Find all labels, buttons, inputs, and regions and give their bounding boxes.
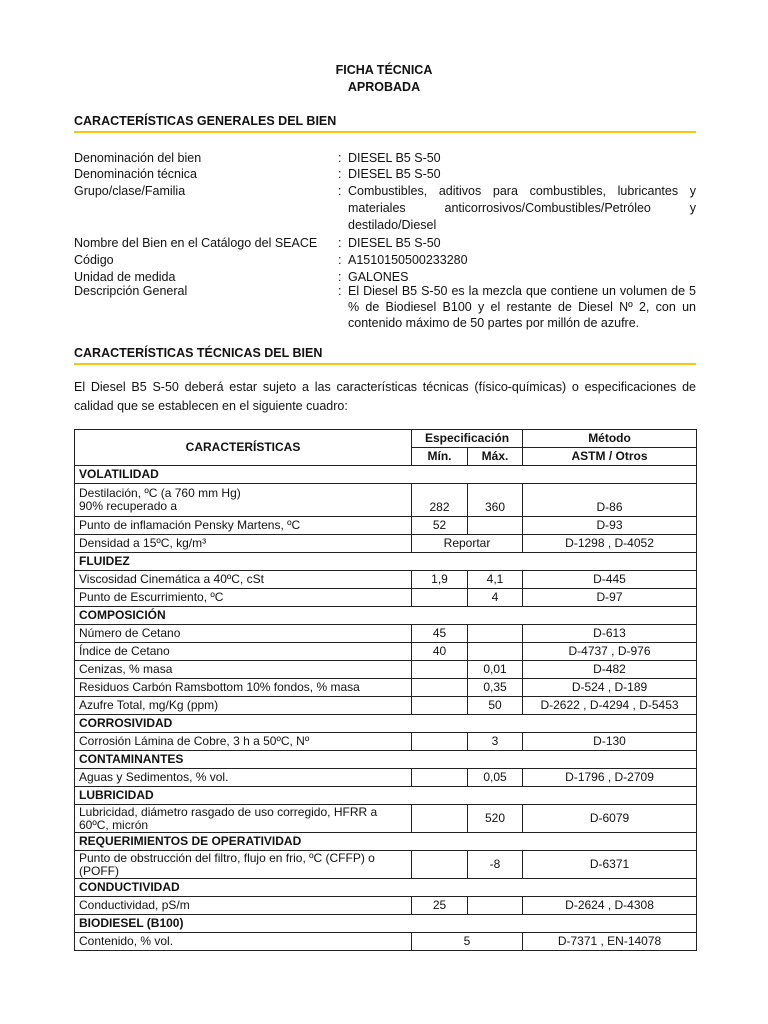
section-row-biodiesel: BIODIESEL (B100) [75,915,697,933]
cell-method: D-482 [523,661,697,679]
section-row-corrosividad: CORROSIVIDAD [75,715,697,733]
cell-min [412,661,468,679]
cell-min: 25 [412,897,468,915]
field-value: DIESEL B5 S-50 [348,151,441,165]
row-label: Contenido, % vol. [75,933,412,951]
cell-method: D-1796 , D-2709 [523,769,697,787]
cell-method: D-524 , D-189 [523,679,697,697]
field-colon: : [338,270,342,284]
row-label: Punto de inflamación Pensky Martens, ºC [75,517,412,535]
field-colon: : [338,184,342,198]
cell-method: D-7371 , EN-14078 [523,933,697,951]
cell-min: 52 [412,517,468,535]
section-heading-general: CARACTERÍSTICAS GENERALES DEL BIEN [74,114,696,133]
document-title: FICHA TÉCNICA [335,63,433,77]
header-min: Mín. [412,448,468,466]
cell-min [412,679,468,697]
cell-method: D-97 [523,589,697,607]
header-method: Método [523,430,697,448]
cell-method: D-130 [523,733,697,751]
cell-max: 50 [468,697,523,715]
cell-max: 0,05 [468,769,523,787]
row-label: Aguas y Sedimentos, % vol. [75,769,412,787]
row-label: Cenizas, % masa [75,661,412,679]
field-label: Unidad de medida [74,270,176,284]
field-label: Grupo/clase/Familia [74,184,186,198]
section-row-composicion: COMPOSICIÓN [75,607,697,625]
section-row-operatividad: REQUERIMIENTOS DE OPERATIVIDAD [75,833,697,851]
cell-spec: 5 [412,933,523,951]
header-characteristics: CARACTERÍSTICAS [75,430,412,466]
row-label-line: Destilación, ºC (a 760 mm Hg) [79,486,241,500]
section-row-volatilidad: VOLATILIDAD [75,466,697,484]
field-label: Denominación del bien [74,151,202,165]
cell-method: D-86 [523,484,697,517]
section-row-conductividad: CONDUCTIVIDAD [75,879,697,897]
field-value: DIESEL B5 S-50 [348,167,441,181]
field-label: Denominación técnica [74,167,197,181]
row-label: Densidad a 15ºC, kg/m³ [75,535,412,553]
field-colon: : [338,253,342,267]
header-specification: Especificación [412,430,523,448]
cell-max: 0,01 [468,661,523,679]
field-colon: : [338,167,342,181]
row-label: Número de Cetano [75,625,412,643]
row-label: Azufre Total, mg/Kg (ppm) [75,697,412,715]
cell-method: D-2624 , D-4308 [523,897,697,915]
section-row-lubricidad: LUBRICIDAD [75,787,697,805]
cell-method: D-93 [523,517,697,535]
cell-max: 0,35 [468,679,523,697]
cell-max: 520 [468,805,523,833]
intro-paragraph: El Diesel B5 S-50 deberá estar sujeto a las características técnicas (físico-químicas) o especificaciones de calidad que se establecen en el siguiente cuadro: [74,380,696,413]
section-row-fluidez: FLUIDEZ [75,553,697,571]
cell-max [468,643,523,661]
cell-min: 40 [412,643,468,661]
cell-max [468,517,523,535]
row-label: Conductividad, pS/m [75,897,412,915]
row-label-line: 90% recuperado a [79,499,178,513]
cell-min [412,589,468,607]
cell-method: D-4737 , D-976 [523,643,697,661]
field-value: Combustibles, aditivos para combustibles, lubricantes y materiales anticorrosivos/Combustibles/Petróleo y destilado/Diesel [348,184,696,232]
row-label: Residuos Carbón Ramsbottom 10% fondos, % masa [75,679,412,697]
cell-method: D-6371 [523,851,697,879]
cell-max [468,625,523,643]
field-value: El Diesel B5 S-50 es la mezcla que contiene un volumen de 5 % de Biodiesel B100 y el restante de Diesel Nº 2, con un contenido máximo de 50 partes por millón de azufre. [348,284,696,330]
cell-method: D-613 [523,625,697,643]
cell-min: 45 [412,625,468,643]
cell-min [412,805,468,833]
field-colon: : [338,284,342,298]
document-subtitle: APROBADA [347,80,421,94]
row-label: Corrosión Lámina de Cobre, 3 h a 50ºC, Nº [75,733,412,751]
field-value: GALONES [348,270,409,284]
cell-method: D-2622 , D-4294 , D-5453 [523,697,697,715]
row-label: Lubricidad, diámetro rasgado de uso corregido, HFRR a 60ºC, micrón [75,805,412,833]
cell-spec: Reportar [412,535,523,553]
field-colon: : [338,151,342,165]
field-label: Nombre del Bien en el Catálogo del SEACE [74,236,318,250]
cell-min [412,697,468,715]
row-label: Punto de Escurrimiento, ºC [75,589,412,607]
cell-max: 3 [468,733,523,751]
field-value: DIESEL B5 S-50 [348,236,441,250]
section-row-contaminantes: CONTAMINANTES [75,751,697,769]
cell-min: 282 [412,484,468,517]
cell-max [468,897,523,915]
cell-min [412,733,468,751]
section-heading-technical: CARACTERÍSTICAS TÉCNICAS DEL BIEN [74,346,696,365]
field-colon: : [338,236,342,250]
row-label: Índice de Cetano [75,643,412,661]
field-label: Código [74,253,114,267]
field-value: A1510150500233280 [348,253,468,267]
row-label: Viscosidad Cinemática a 40ºC, cSt [75,571,412,589]
cell-min [412,851,468,879]
header-astm: ASTM / Otros [523,448,697,466]
row-label: Punto de obstrucción del filtro, flujo en frio, ºC (CFFP) o (POFF) [75,851,412,879]
cell-method: D-1298 , D-4052 [523,535,697,553]
cell-max: 4 [468,589,523,607]
header-max: Máx. [468,448,523,466]
spec-table [74,429,697,951]
cell-max: -8 [468,851,523,879]
cell-method: D-6079 [523,805,697,833]
cell-method: D-445 [523,571,697,589]
cell-max: 360 [468,484,523,517]
cell-min [412,769,468,787]
field-label: Descripción General [74,284,188,298]
cell-min: 1,9 [412,571,468,589]
cell-max: 4,1 [468,571,523,589]
row-label [75,484,412,517]
